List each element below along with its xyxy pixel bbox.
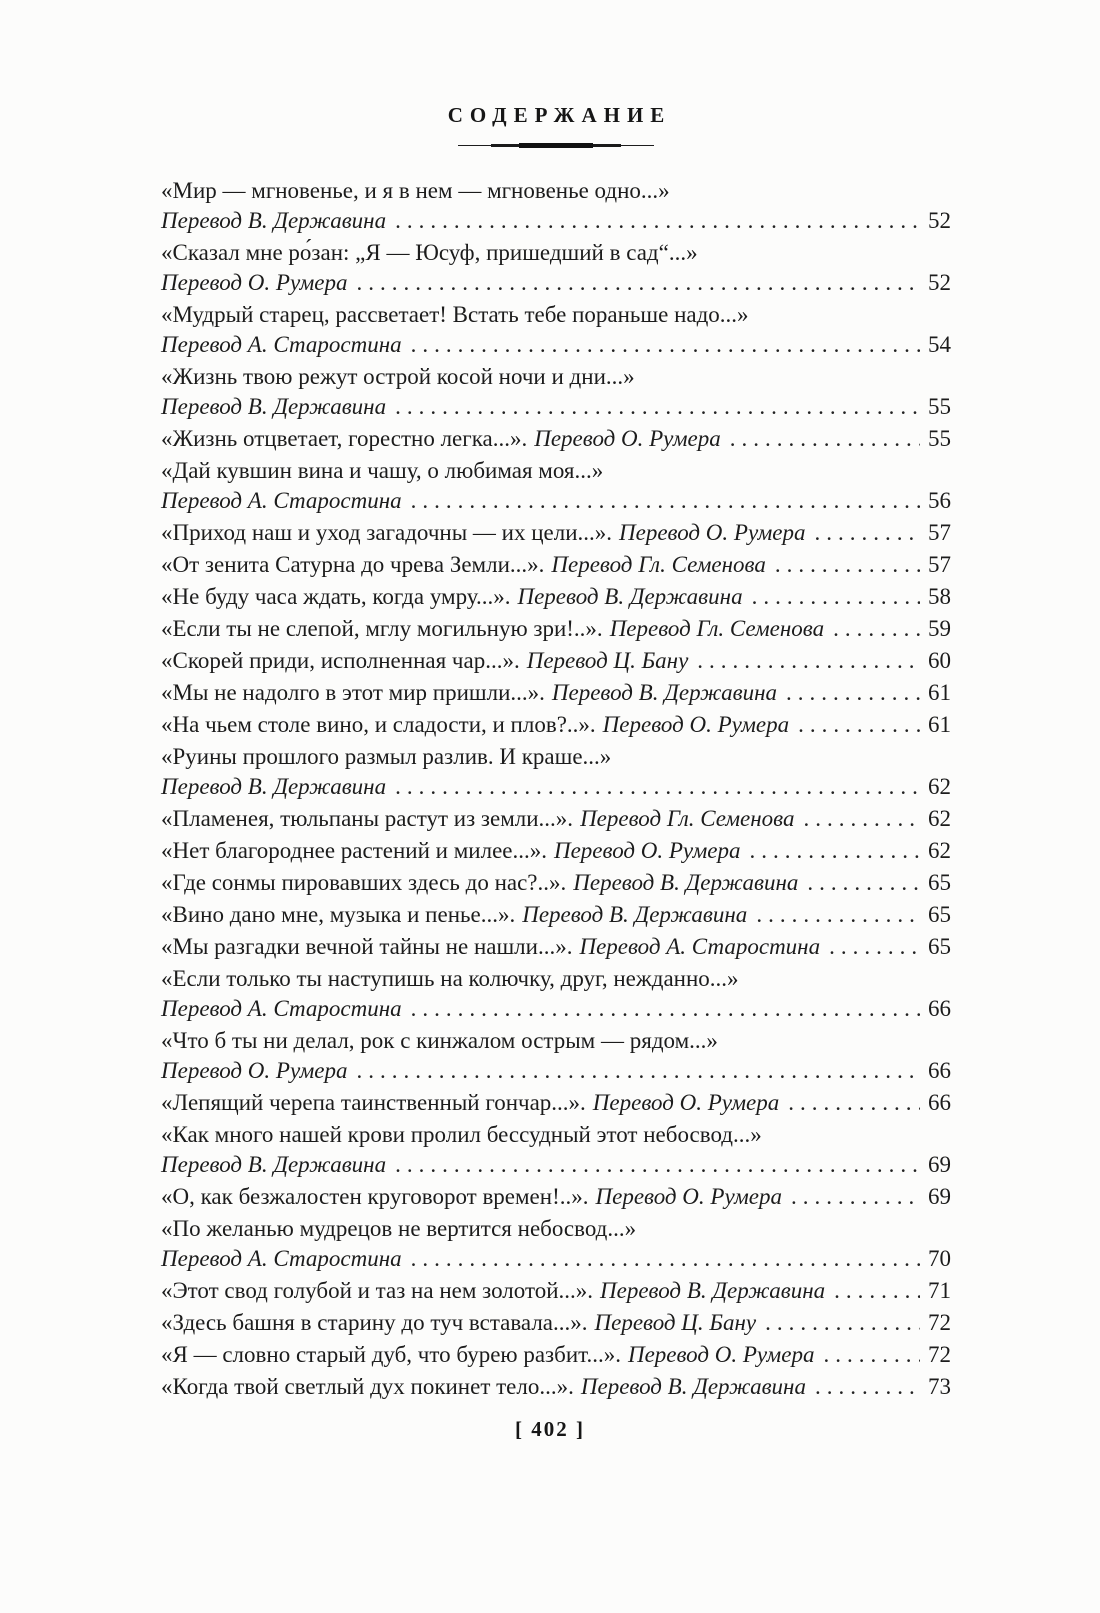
entry-title: «Если только ты наступишь на колючку, друг, нежданно...»	[161, 966, 739, 991]
entry-title-inline: «Мы разгадки вечной тайны не нашли...».	[161, 934, 573, 959]
entry-page-number: 69	[928, 1184, 951, 1209]
entry-page-number: 55	[928, 394, 951, 419]
entry-title: «Как много нашей крови пролил бессудный этот небосвод...»	[161, 1122, 762, 1147]
dot-leader	[829, 932, 920, 962]
entry-translator: Перевод А. Старостина	[579, 934, 821, 959]
entry-title-inline: «Когда твой светлый дух покинет тело...».	[161, 1374, 574, 1399]
entry-title-inline: «Лепящий черепа таинственный гончар...».	[161, 1090, 586, 1115]
entry-row	[161, 772, 951, 802]
entry-page-number: 61	[928, 680, 951, 705]
toc-entry	[161, 1340, 951, 1370]
entry-title-inline: «Мы не надолго в этот мир пришли...».	[161, 680, 545, 705]
entry-translator: Перевод А. Старостина	[161, 1246, 402, 1271]
entry-translator: Перевод А. Старостина	[161, 332, 402, 357]
entry-title-inline: «Не буду часа ждать, когда умру...».	[161, 584, 511, 609]
dot-leader	[791, 1182, 920, 1212]
entry-row	[161, 1372, 951, 1402]
toc-entry	[161, 614, 951, 644]
dot-leader	[411, 1244, 920, 1274]
entry-page-number: 56	[928, 488, 951, 513]
entry-row	[161, 550, 951, 580]
entry-row	[161, 994, 951, 1024]
header-ornament	[458, 142, 654, 149]
entry-title: «Мудрый старец, рассветает! Встать тебе пораньше надо...»	[161, 302, 749, 327]
toc-entry	[161, 742, 951, 802]
entry-translator: Перевод О. Румера	[602, 712, 790, 737]
entry-row	[161, 836, 951, 866]
dot-leader	[786, 678, 920, 708]
toc-entry	[161, 868, 951, 898]
entry-translator: Перевод О. Румера	[553, 838, 741, 863]
dot-leader	[788, 1088, 920, 1118]
entry-translator: Перевод О. Румера	[627, 1342, 815, 1367]
toc-entry	[161, 1308, 951, 1338]
entry-title-inline: «Приход наш и уход загадочны — их цели...».	[161, 520, 613, 545]
entry-page-number: 60	[928, 648, 951, 673]
dot-leader	[815, 1372, 920, 1402]
toc-entry	[161, 518, 951, 548]
entry-title-inline: «На чьем столе вино, и сладости, и плов?..».	[161, 712, 596, 737]
toc-entry	[161, 964, 951, 1024]
entry-page-number: 52	[928, 270, 951, 295]
entry-title-inline: «Где сонмы пировавших здесь до нас?..».	[161, 870, 567, 895]
dot-leader	[356, 1056, 920, 1086]
entry-page-number: 66	[928, 1058, 951, 1083]
entry-page-number: 66	[928, 996, 951, 1021]
entry-title-inline: «Жизнь отцветает, горестно легка...».	[161, 426, 528, 451]
entry-page-number: 62	[928, 806, 951, 831]
entry-title: «По желанью мудрецов не вертится небосвод...»	[161, 1216, 637, 1241]
dot-leader	[356, 268, 920, 298]
entry-translator: Перевод Ц. Бану	[594, 1310, 757, 1335]
entry-page-number: 52	[928, 208, 951, 233]
toc-entry	[161, 1214, 951, 1274]
toc-entry	[161, 300, 951, 360]
entry-row	[161, 1340, 951, 1370]
entry-page-number: 57	[928, 520, 951, 545]
entry-row	[161, 710, 951, 740]
page-title: СОДЕРЖАНИЕ	[447, 103, 672, 127]
toc-entry	[161, 900, 951, 930]
dot-leader	[752, 582, 920, 612]
entry-translator: Перевод О. Румера	[161, 1058, 348, 1083]
toc-entry	[161, 238, 951, 298]
entry-row	[161, 1056, 951, 1086]
entry-title-inline: «О, как безжалостен круговорот времен!..».	[161, 1184, 589, 1209]
entry-page-number: 72	[928, 1310, 951, 1335]
entry-page-number: 62	[928, 774, 951, 799]
dot-leader	[749, 836, 920, 866]
entry-row	[161, 1150, 951, 1180]
entry-translator: Перевод Гл. Семенова	[580, 806, 795, 831]
entry-translator: Перевод В. Державина	[600, 1278, 826, 1303]
entry-page-number: 65	[928, 870, 951, 895]
entry-translator: Перевод Ц. Бану	[526, 648, 689, 673]
toc-header	[161, 0, 951, 149]
entry-row	[161, 900, 951, 930]
entry-row	[161, 1276, 951, 1306]
entry-page-number: 58	[928, 584, 951, 609]
toc-entry	[161, 1026, 951, 1086]
toc-entry	[161, 646, 951, 676]
entry-title: «Дай кувшин вина и чашу, о любимая моя...»	[161, 458, 604, 483]
toc-entry	[161, 932, 951, 962]
entry-page-number: 69	[928, 1152, 951, 1177]
entry-row	[161, 268, 951, 298]
entry-row	[161, 1244, 951, 1274]
entry-title: «Что б ты ни делал, рок с кинжалом острым — рядом...»	[161, 1028, 718, 1053]
entry-translator: Перевод Гл. Семенова	[609, 616, 825, 641]
toc-entry	[161, 582, 951, 612]
entry-translator: Перевод А. Старостина	[161, 996, 402, 1021]
page-footer	[0, 1417, 1100, 1442]
entry-row	[161, 392, 951, 422]
dot-leader	[765, 1308, 920, 1338]
entry-translator: Перевод О. Румера	[534, 426, 721, 451]
dot-leader	[833, 614, 920, 644]
entry-translator: Перевод А. Старостина	[161, 488, 402, 513]
toc-entry	[161, 836, 951, 866]
entry-title-inline: «Я — словно старый дуб, что бурею разбит...».	[161, 1342, 621, 1367]
dot-leader	[395, 392, 920, 422]
entry-row	[161, 868, 951, 898]
entry-translator: Перевод В. Державина	[161, 774, 387, 799]
dot-leader	[804, 804, 921, 834]
dot-leader	[834, 1276, 920, 1306]
entry-row	[161, 1308, 951, 1338]
entry-row	[161, 206, 951, 236]
entry-row	[161, 1088, 951, 1118]
entry-translator: Перевод В. Державина	[517, 584, 743, 609]
entry-page-number: 71	[928, 1278, 951, 1303]
toc-entry	[161, 1372, 951, 1402]
entry-row	[161, 518, 951, 548]
entry-title: «Мир — мгновенье, и я в нем — мгновенье одно...»	[161, 178, 670, 203]
entry-title-inline: «Нет благороднее растений и милее...».	[161, 838, 547, 863]
toc-entry	[161, 550, 951, 580]
entry-page-number: 57	[928, 552, 951, 577]
toc-entry	[161, 804, 951, 834]
dot-leader	[807, 868, 920, 898]
toc-entry	[161, 1088, 951, 1118]
entry-row	[161, 486, 951, 516]
dot-leader	[775, 550, 920, 580]
entry-translator: Перевод О. Румера	[592, 1090, 780, 1115]
entry-page-number: 65	[928, 934, 951, 959]
entry-row	[161, 1182, 951, 1212]
page-content	[161, 0, 951, 1404]
dot-leader	[730, 424, 920, 454]
entry-row	[161, 330, 951, 360]
dot-leader	[395, 206, 920, 236]
entry-translator: Перевод О. Румера	[595, 1184, 782, 1209]
entry-page-number: 54	[928, 332, 951, 357]
entry-translator: Перевод В. Державина	[161, 394, 387, 419]
entry-title-inline: «От зенита Сатурна до чрева Земли...».	[161, 552, 545, 577]
entry-title-inline: «Скорей приди, исполненная чар...».	[161, 648, 520, 673]
entry-row	[161, 646, 951, 676]
entry-title-inline: «Этот свод голубой и таз на нем золотой...».	[161, 1278, 594, 1303]
dot-leader	[411, 486, 920, 516]
entry-page-number: 72	[928, 1342, 951, 1367]
entry-row	[161, 804, 951, 834]
entry-page-number: 73	[928, 1374, 951, 1399]
ornament-center-rule	[519, 143, 593, 148]
entry-translator: Перевод В. Державина	[573, 870, 799, 895]
entry-row	[161, 678, 951, 708]
entry-title-inline: «Здесь башня в старину до туч вставала...».	[161, 1310, 588, 1335]
toc-entry	[161, 456, 951, 516]
entry-row	[161, 614, 951, 644]
dot-leader	[756, 900, 920, 930]
toc-entry	[161, 1276, 951, 1306]
toc-entry	[161, 1182, 951, 1212]
entry-row	[161, 582, 951, 612]
entry-translator: Перевод Гл. Семенова	[551, 552, 766, 577]
dot-leader	[697, 646, 920, 676]
entry-page-number: 66	[928, 1090, 951, 1115]
toc-entry	[161, 710, 951, 740]
toc-entry	[161, 176, 951, 236]
dot-leader	[798, 710, 920, 740]
entry-title: «Сказал мне ро́зан: „Я — Юсуф, пришедший в сад“...»	[161, 240, 698, 265]
toc-list	[161, 176, 951, 1402]
entry-translator: Перевод О. Румера	[619, 520, 806, 545]
toc-entry	[161, 424, 951, 454]
dot-leader	[395, 1150, 920, 1180]
entry-page-number: 62	[928, 838, 951, 863]
toc-entry	[161, 678, 951, 708]
entry-page-number: 61	[928, 712, 951, 737]
dot-leader	[395, 772, 920, 802]
entry-title-inline: «Вино дано мне, музыка и пенье...».	[161, 902, 516, 927]
footer-page-number: [ 402 ]	[515, 1417, 585, 1441]
toc-entry	[161, 1120, 951, 1180]
entry-row	[161, 932, 951, 962]
entry-title-inline: «Пламенея, тюльпаны растут из земли...».	[161, 806, 574, 831]
dot-leader	[815, 518, 921, 548]
entry-translator: Перевод В. Державина	[161, 1152, 387, 1177]
entry-translator: Перевод В. Державина	[551, 680, 777, 705]
toc-entry	[161, 362, 951, 422]
entry-page-number: 55	[928, 426, 951, 451]
entry-page-number: 65	[928, 902, 951, 927]
dot-leader	[411, 330, 920, 360]
entry-translator: Перевод В. Державина	[580, 1374, 806, 1399]
entry-translator: Перевод В. Державина	[522, 902, 748, 927]
dot-leader	[411, 994, 920, 1024]
entry-translator: Перевод В. Державина	[161, 208, 387, 233]
entry-title: «Руины прошлого размыл разлив. И краше...»	[161, 744, 612, 769]
entry-page-number: 70	[928, 1246, 951, 1271]
entry-row	[161, 424, 951, 454]
entry-page-number: 59	[928, 616, 951, 641]
entry-title: «Жизнь твою режут острой косой ночи и дни...»	[161, 364, 635, 389]
entry-translator: Перевод О. Румера	[161, 270, 348, 295]
entry-title-inline: «Если ты не слепой, мглу могильную зри!..».	[161, 616, 603, 641]
dot-leader	[823, 1340, 920, 1370]
